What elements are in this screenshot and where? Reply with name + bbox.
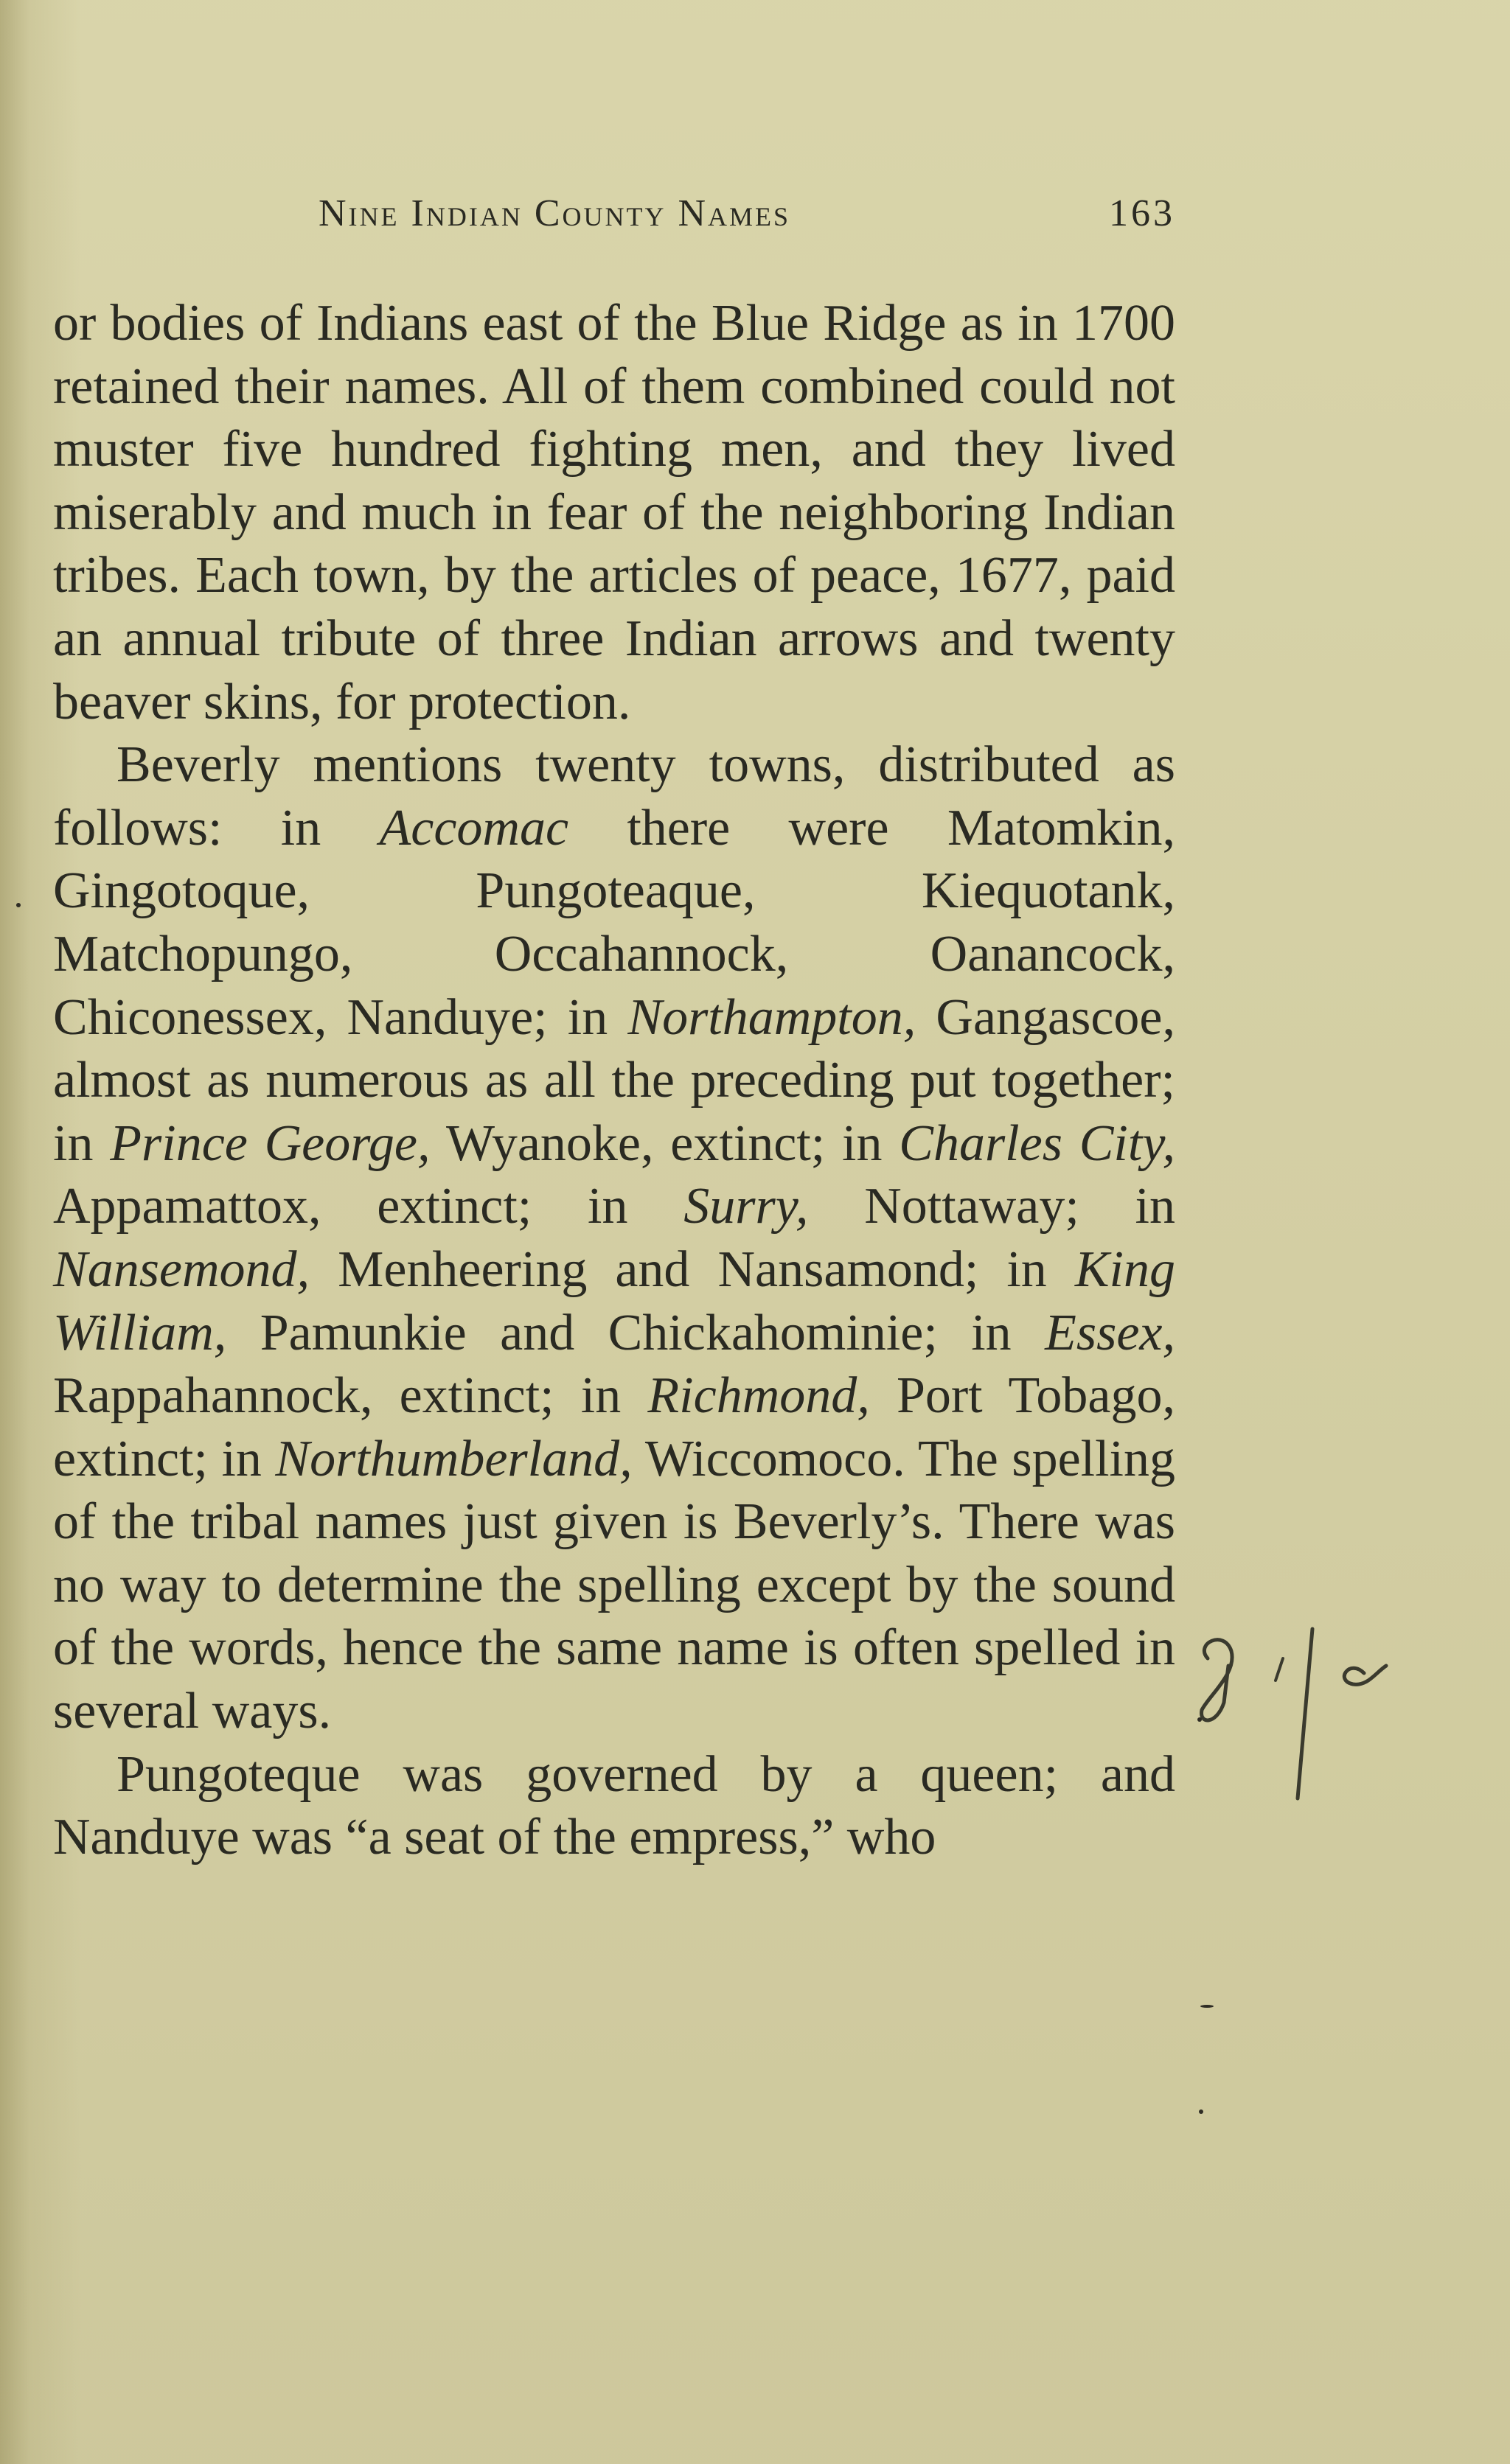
stray-dot <box>1197 1717 1202 1722</box>
handwritten-proofreading-mark <box>1180 1614 1416 1880</box>
handwritten-stroke <box>1298 1629 1312 1798</box>
county-name-surry: Surry, <box>683 1178 809 1235</box>
paragraph-2 <box>53 733 1175 1743</box>
text-run: Menheering and Nansamond; in <box>310 1240 1075 1298</box>
body-text <box>53 292 1175 1869</box>
text-run: Beverly mentions twenty towns, distributed as follows: in <box>53 736 1175 856</box>
handwritten-stroke <box>1276 1658 1283 1681</box>
handwritten-stroke <box>1202 1640 1233 1720</box>
county-name-essex: Essex, <box>1045 1304 1175 1361</box>
text-run: there were Matomkin, Gingotoque, Pungoteaque, Kiequotank, Matchopungo, Occahannock, Oanancock, Chiconessex, Nanduye; in <box>53 799 1175 1046</box>
text-run: Port Tobago, extinct; in <box>53 1367 1175 1487</box>
text-run: Nottaway; in <box>808 1178 1175 1235</box>
county-name-king-william: King William, <box>53 1240 1175 1361</box>
paragraph-1: or bodies of Indians east of the Blue Ridge as in 1700 retained their names. All of them combined could not muster five hundred fighting men, and they lived miserably and much in fear of the neighboring Indian tribes. Each town, by the articles of peace, 1677, paid an annual tribute of three Indian arrows and twenty beaver skins, for protection. <box>53 295 1175 730</box>
paragraph-3: Pungoteque was governed by a queen; and Nanduye was “a seat of the empress,” who <box>53 1745 1175 1866</box>
county-name-northampton: Northampton, <box>627 988 916 1046</box>
text-run: Wiccomoco. The spelling of the tribal names just given is Beverly’s. There was no way to determine the spelling except by the sound of the words, hence the same name is often spelled in several ways. <box>53 1430 1175 1740</box>
text-run: Rappahannock, extinct; in <box>53 1367 648 1425</box>
page-number: 163 <box>1109 192 1175 234</box>
county-name-richmond: Richmond, <box>647 1367 870 1425</box>
text-run: Gangascoe, almost as numerous as all the preceding put together; in <box>53 988 1175 1172</box>
page-header <box>53 184 1175 243</box>
county-name-charles-city: Charles City, <box>899 1114 1176 1172</box>
text-run: Pamunkie and Chickahominie; in <box>226 1304 1045 1361</box>
text-run: Wyanoke, extinct; in <box>430 1114 900 1172</box>
county-name-northumberland: Northumberland, <box>275 1430 633 1487</box>
running-title: Nine Indian County Names <box>319 192 791 234</box>
stray-dot <box>16 903 21 907</box>
stray-dot <box>1199 2109 1203 2114</box>
text-run: Appamattox, extinct; in <box>53 1178 684 1235</box>
county-name-nansemond: Nansemond, <box>53 1240 310 1298</box>
county-name-prince-george: Prince George, <box>110 1114 431 1172</box>
stray-dot <box>1200 2005 1214 2008</box>
handwritten-stroke <box>1344 1666 1386 1684</box>
county-name-accomac: Accomac <box>379 799 569 856</box>
